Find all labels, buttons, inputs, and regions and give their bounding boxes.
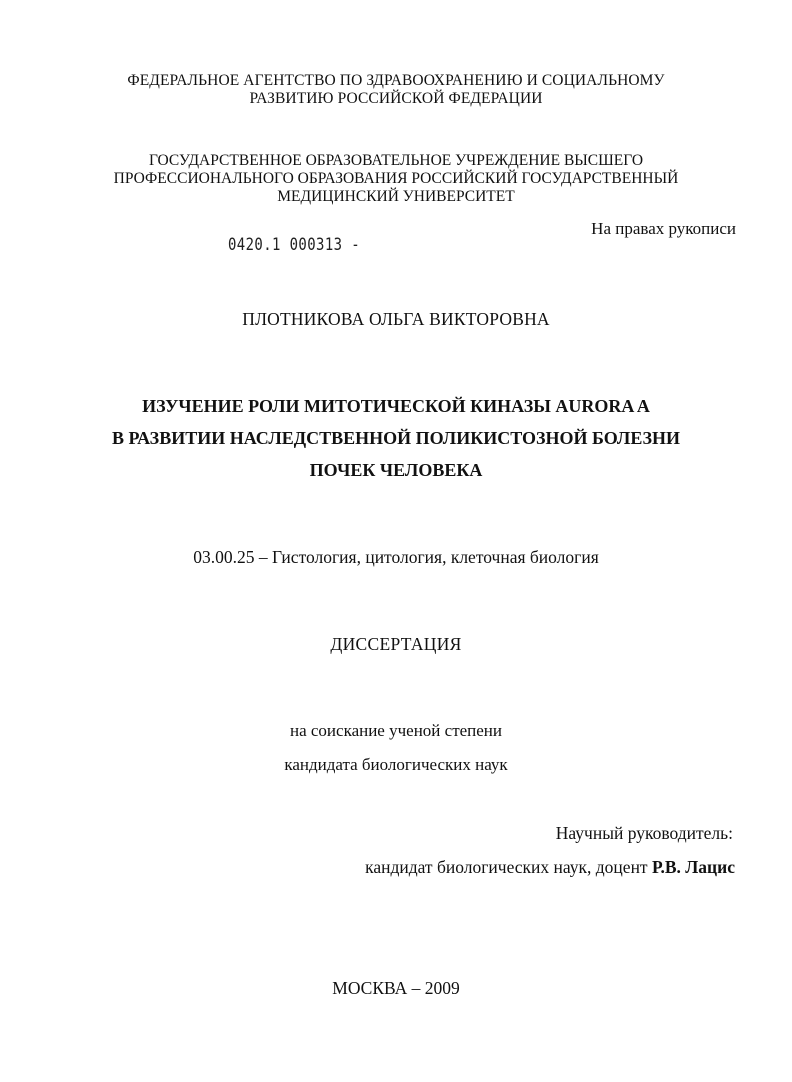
registration-stamp: 0420.1 000313 - bbox=[228, 235, 361, 255]
title-line-1: ИЗУЧЕНИЕ РОЛИ МИТОТИЧЕСКОЙ КИНАЗЫ AURORA A bbox=[142, 396, 650, 416]
degree-line-1: на соискание ученой степени bbox=[289, 721, 503, 740]
title-line-2: В РАЗВИТИИ НАСЛЕДСТВЕННОЙ ПОЛИКИСТОЗНОЙ БОЛЕЗНИ bbox=[111, 428, 681, 448]
manuscript-rights: На правах рукописи bbox=[591, 219, 736, 238]
university-line-1: ГОСУДАРСТВЕННОЕ ОБРАЗОВАТЕЛЬНОЕ УЧРЕЖДЕНИЕ ВЫСШЕГО bbox=[148, 152, 644, 169]
place-year: МОСКВА – 2009 bbox=[332, 978, 460, 998]
supervisor-info bbox=[365, 857, 735, 877]
document-type: ДИССЕРТАЦИЯ bbox=[330, 634, 462, 654]
title-line-3: ПОЧЕК ЧЕЛОВЕКА bbox=[309, 460, 483, 480]
university-line-3: МЕДИЦИНСКИЙ УНИВЕРСИТЕТ bbox=[277, 188, 515, 205]
supervisor-label: Научный руководитель: bbox=[555, 823, 733, 843]
university-line-2: ПРОФЕССИОНАЛЬНОГО ОБРАЗОВАНИЯ РОССИЙСКИЙ ГОСУДАРСТВЕННЫЙ bbox=[113, 170, 679, 187]
supervisor-name: Р.В. Лацис bbox=[651, 857, 735, 877]
supervisor-position: кандидат биологических наук, доцент bbox=[365, 857, 648, 877]
specialty: 03.00.25 – Гистология, цитология, клеточная биология bbox=[193, 547, 599, 567]
agency-line-1: ФЕДЕРАЛЬНОЕ АГЕНТСТВО ПО ЗДРАВООХРАНЕНИЮ И СОЦИАЛЬНОМУ bbox=[127, 72, 665, 89]
agency-line-2: РАЗВИТИЮ РОССИЙСКОЙ ФЕДЕРАЦИИ bbox=[249, 90, 543, 107]
author-name: ПЛОТНИКОВА ОЛЬГА ВИКТОРОВНА bbox=[242, 309, 550, 329]
degree-line-2: кандидата биологических наук bbox=[284, 755, 508, 774]
